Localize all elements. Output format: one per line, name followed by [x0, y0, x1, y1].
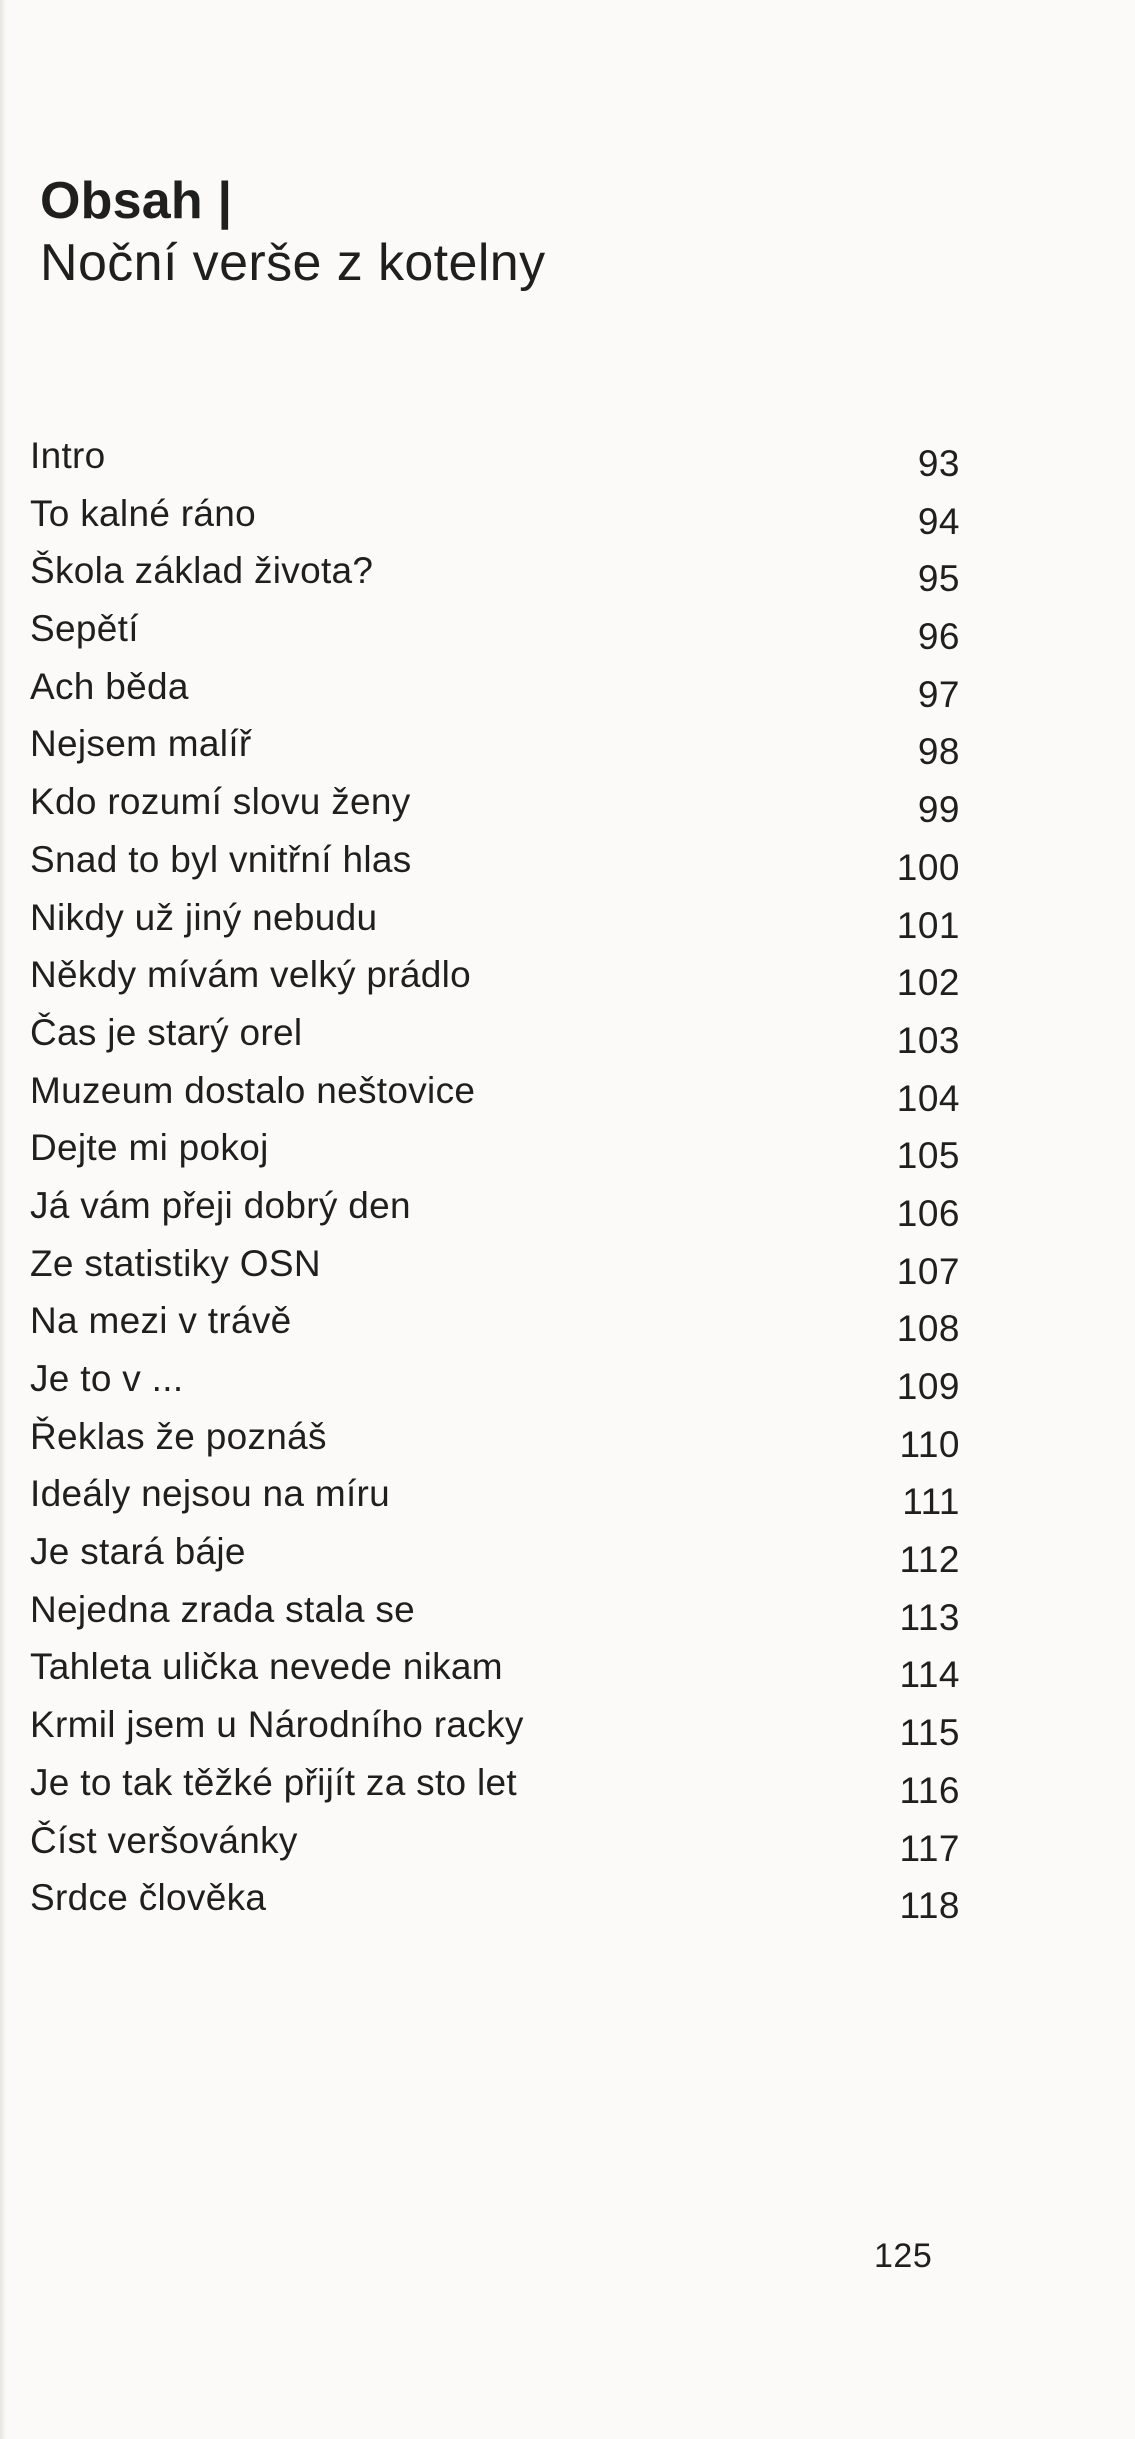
toc-entry	[30, 1874, 960, 1932]
toc-entry-page: 118	[899, 1885, 960, 1927]
toc-entry	[30, 1759, 960, 1817]
toc-entry-title: Nejsem malíř	[30, 723, 252, 765]
toc-entry	[30, 1067, 960, 1125]
toc-entry	[30, 1817, 960, 1875]
toc-entry-title: Čas je starý orel	[30, 1011, 303, 1053]
toc-entry	[30, 1182, 960, 1240]
toc-entry-page: 105	[896, 1135, 960, 1177]
toc-entry-title: To kalné ráno	[30, 492, 257, 534]
toc-entry-title: Číst veršovánky	[30, 1819, 298, 1861]
toc-entry-page: 106	[896, 1192, 960, 1234]
toc-entry-page: 93	[917, 443, 960, 484]
toc-entry-page: 111	[902, 1481, 960, 1523]
toc-entry-title: Kdo rozumí slovu ženy	[30, 781, 411, 823]
page-binding-edge	[0, 0, 6, 2439]
toc-entry-page: 109	[896, 1366, 960, 1407]
toc-entry-title: Tahleta ulička nevede nikam	[30, 1646, 503, 1688]
toc-entry-page: 112	[899, 1539, 960, 1581]
toc-entry	[30, 1701, 960, 1759]
toc-entry-title: Krmil jsem u Národního racky	[30, 1704, 524, 1746]
toc-entry-page: 100	[896, 846, 960, 888]
toc-entry-page: 99	[917, 789, 960, 831]
table-of-contents	[30, 432, 960, 1932]
toc-entry-page: 115	[899, 1712, 960, 1754]
toc-entry-title: Na mezi v trávě	[30, 1300, 292, 1342]
toc-entry-page: 117	[899, 1827, 960, 1869]
toc-entry-title: Intro	[30, 435, 106, 476]
toc-entry-page: 113	[899, 1596, 960, 1638]
toc-entry-page: 107	[896, 1250, 960, 1292]
toc-entry-title: Nejedna zrada stala se	[30, 1588, 416, 1630]
toc-entry	[30, 778, 960, 836]
toc-entry-page: 102	[896, 962, 960, 1004]
toc-entry	[30, 720, 960, 778]
contents-title: Obsah |	[40, 172, 233, 230]
toc-entry	[30, 951, 960, 1009]
toc-entry	[30, 1528, 960, 1586]
toc-entry-title: Ach běda	[30, 665, 189, 707]
toc-entry	[30, 1240, 960, 1298]
toc-entry-title: Dejte mi pokoj	[30, 1127, 269, 1169]
toc-entry-page: 116	[899, 1769, 960, 1811]
toc-entry-title: Ze statistiky OSN	[30, 1242, 321, 1284]
toc-entry	[30, 1470, 960, 1528]
toc-entry-page: 104	[896, 1077, 960, 1119]
toc-entry	[30, 1586, 960, 1644]
toc-entry	[30, 605, 960, 663]
toc-entry-page: 94	[917, 500, 960, 542]
toc-entry	[30, 836, 960, 894]
toc-entry	[30, 1413, 960, 1471]
toc-entry-page: 110	[899, 1423, 960, 1465]
toc-entry	[30, 432, 960, 490]
toc-entry-page: 97	[917, 673, 960, 715]
toc-entry-title: Sepětí	[30, 608, 139, 650]
section-subtitle: Noční verše z kotelny	[40, 234, 546, 292]
toc-entry	[30, 1009, 960, 1067]
toc-entry-title: Snad to byl vnitřní hlas	[30, 838, 412, 880]
toc-entry-title: Řeklas že poznáš	[30, 1415, 327, 1457]
toc-entry	[30, 1297, 960, 1355]
toc-entry	[30, 1124, 960, 1182]
toc-entry-title: Ideály nejsou na míru	[30, 1473, 391, 1515]
toc-entry	[30, 547, 960, 605]
toc-entry-page: 114	[899, 1654, 960, 1696]
toc-entry-title: Muzeum dostalo neštovice	[30, 1069, 476, 1111]
toc-entry-title: Nikdy už jiný nebudu	[30, 896, 378, 938]
toc-entry	[30, 894, 960, 952]
toc-entry-title: Je stará báje	[30, 1531, 246, 1573]
toc-entry-title: Je to tak těžké přijít za sto let	[30, 1761, 517, 1803]
toc-entry-page: 95	[917, 558, 960, 600]
toc-entry-page: 98	[917, 731, 960, 773]
toc-entry-page: 108	[896, 1308, 960, 1350]
toc-entry-title: Já vám přeji dobrý den	[30, 1184, 411, 1226]
toc-entry	[30, 1643, 960, 1701]
toc-entry-page: 101	[896, 904, 960, 946]
toc-entry-title: Je to v ...	[30, 1358, 184, 1399]
page-number: 125	[874, 2237, 933, 2275]
toc-entry-title: Někdy mívám velký prádlo	[30, 954, 472, 996]
toc-entry	[30, 490, 960, 548]
contents-heading	[40, 170, 546, 294]
toc-entry-page: 96	[917, 616, 960, 658]
toc-entry-title: Škola základ života?	[30, 550, 374, 592]
toc-entry	[30, 663, 960, 721]
toc-entry-title: Srdce člověka	[30, 1877, 267, 1919]
toc-entry	[30, 1355, 960, 1413]
toc-entry-page: 103	[896, 1019, 960, 1061]
